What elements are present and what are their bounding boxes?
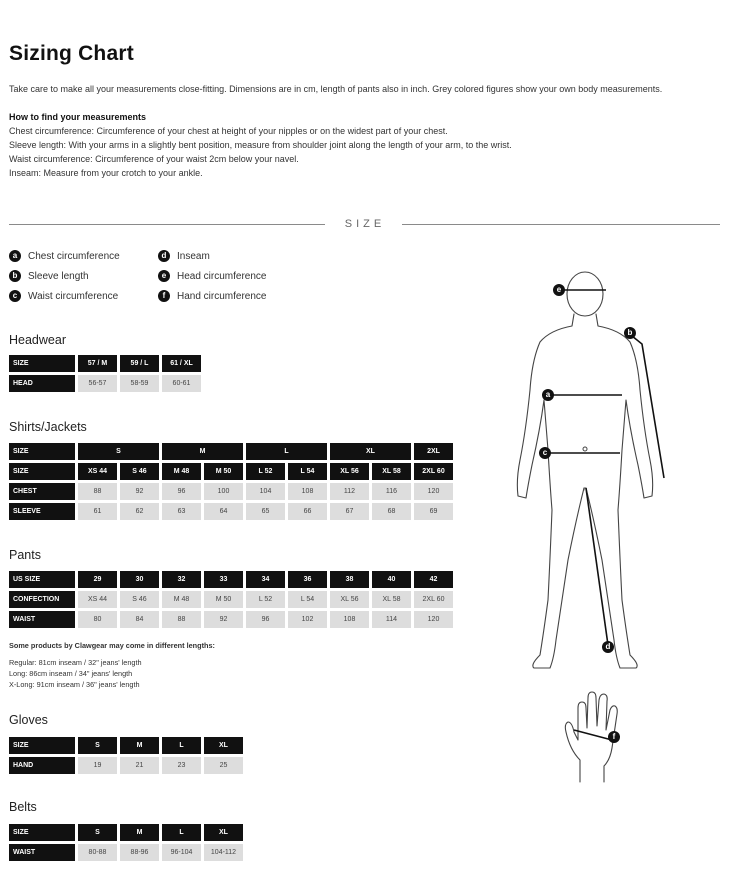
table-cell: 19: [78, 757, 117, 774]
badge-f-icon: f: [158, 290, 170, 302]
table-cell: 102: [288, 611, 327, 628]
divider-right: [402, 224, 720, 225]
table-cell: L 54: [288, 463, 327, 480]
legend-item: [158, 290, 266, 302]
pants-table: [6, 568, 456, 631]
howto-line: Sleeve length: With your arms in a slightly bent position, measure from shoulder joint along the length of your arm, to the wrist.: [9, 140, 512, 150]
belts-title: Belts: [9, 800, 37, 814]
headwear-table: [6, 352, 204, 395]
row-header: SIZE: [9, 824, 75, 841]
row-header: SIZE: [9, 355, 75, 372]
legend-item: [158, 270, 266, 282]
legend-item: [9, 250, 120, 262]
table-cell: 21: [120, 757, 159, 774]
table-cell: XS 44: [78, 463, 117, 480]
table-cell: M 48: [162, 591, 201, 608]
table-row: [9, 737, 243, 754]
row-header: HAND: [9, 757, 75, 774]
table-cell: L 54: [288, 591, 327, 608]
gloves-title: Gloves: [9, 713, 48, 727]
table-cell: 61: [78, 503, 117, 520]
table-cell: 32: [162, 571, 201, 588]
table-row: [9, 757, 243, 774]
table-cell: 108: [288, 483, 327, 500]
table-row: [9, 463, 453, 480]
table-row: [9, 571, 453, 588]
table-cell: 120: [414, 611, 453, 628]
table-cell: 104-112: [204, 844, 243, 861]
table-cell: 96: [162, 483, 201, 500]
badge-a-icon: a: [9, 250, 21, 262]
table-cell: 66: [288, 503, 327, 520]
table-cell: 23: [162, 757, 201, 774]
badge-b-icon: b: [9, 270, 21, 282]
table-row: [9, 443, 453, 460]
table-cell: 56-57: [78, 375, 117, 392]
table-cell: 80-88: [78, 844, 117, 861]
table-row: [9, 844, 243, 861]
table-cell: S 46: [120, 591, 159, 608]
table-cell: 33: [204, 571, 243, 588]
table-cell: L: [162, 824, 201, 841]
belts-table: [6, 821, 246, 864]
table-cell: XL: [204, 824, 243, 841]
howto-line: Inseam: Measure from your crotch to your ankle.: [9, 168, 203, 178]
table-cell: 62: [120, 503, 159, 520]
legend-item: [9, 290, 118, 302]
table-cell: M 50: [204, 591, 243, 608]
table-cell: 88-96: [120, 844, 159, 861]
table-cell: 92: [204, 611, 243, 628]
table-cell: 112: [330, 483, 369, 500]
table-cell: 68: [372, 503, 411, 520]
table-cell: 67: [330, 503, 369, 520]
table-cell: 65: [246, 503, 285, 520]
table-cell: 100: [204, 483, 243, 500]
table-cell: 96: [246, 611, 285, 628]
marker-d-icon: d: [602, 641, 614, 653]
badge-c-icon: c: [9, 290, 21, 302]
row-header: HEAD: [9, 375, 75, 392]
table-row: [9, 483, 453, 500]
legend-label: Hand circumference: [177, 290, 267, 302]
row-header: CHEST: [9, 483, 75, 500]
legend-label: Waist circumference: [28, 290, 119, 302]
table-row: [9, 824, 243, 841]
table-cell: M 50: [204, 463, 243, 480]
table-cell: 42: [414, 571, 453, 588]
table-cell: XL 58: [372, 463, 411, 480]
marker-f-icon: f: [608, 731, 620, 743]
hand-measure-line: [574, 730, 612, 740]
table-cell: M 48: [162, 463, 201, 480]
howto-heading: How to find your measurements: [9, 112, 147, 122]
table-cell: L 52: [246, 463, 285, 480]
lengths-note: X-Long: 91cm inseam / 36" jeans' length: [9, 680, 140, 689]
table-row: [9, 355, 201, 372]
intro-text: Take care to make all your measurements close-fitting. Dimensions are in cm, length of pants also in inch. Grey colored figures show your own body measurements.: [9, 84, 663, 94]
table-cell: XL 56: [330, 463, 369, 480]
marker-a-icon: a: [542, 389, 554, 401]
howto-line: Waist circumference: Circumference of your waist 2cm below your navel.: [9, 154, 299, 164]
table-cell: M: [120, 737, 159, 754]
howto-line: Chest circumference: Circumference of your chest at height of your nipples or on the widest part of your chest.: [9, 126, 448, 136]
table-cell: L: [162, 737, 201, 754]
row-header: SIZE: [9, 737, 75, 754]
row-header: WAIST: [9, 844, 75, 861]
row-header: US SIZE: [9, 571, 75, 588]
table-cell: 114: [372, 611, 411, 628]
lengths-note-heading: Some products by Clawgear may come in different lengths:: [9, 641, 215, 650]
row-header: SIZE: [9, 443, 75, 460]
table-cell: S: [78, 824, 117, 841]
marker-e-icon: e: [553, 284, 565, 296]
table-cell: S 46: [120, 463, 159, 480]
size-heading: SIZE: [344, 218, 386, 230]
table-cell: XS 44: [78, 591, 117, 608]
shirts-table: [6, 440, 456, 523]
legend-label: Head circumference: [177, 270, 267, 282]
measure-lines: [547, 290, 664, 645]
table-cell: 88: [78, 483, 117, 500]
table-cell: 84: [120, 611, 159, 628]
legend-item: [158, 250, 210, 262]
table-cell: 2XL 60: [414, 591, 453, 608]
table-cell: 92: [120, 483, 159, 500]
badge-e-icon: e: [158, 270, 170, 282]
table-cell: 34: [246, 571, 285, 588]
row-header: WAIST: [9, 611, 75, 628]
table-cell: 61 / XL: [162, 355, 201, 372]
marker-c-icon: c: [539, 447, 551, 459]
size-group: L: [246, 443, 327, 460]
table-cell: 88: [162, 611, 201, 628]
table-cell: 116: [372, 483, 411, 500]
table-cell: 38: [330, 571, 369, 588]
table-cell: 96-104: [162, 844, 201, 861]
table-row: [9, 375, 201, 392]
table-cell: 36: [288, 571, 327, 588]
row-header: SIZE: [9, 463, 75, 480]
table-cell: 29: [78, 571, 117, 588]
size-group: M: [162, 443, 243, 460]
legend-label: Chest circumference: [28, 250, 120, 262]
size-group: XL: [330, 443, 411, 460]
table-cell: 30: [120, 571, 159, 588]
marker-b-icon: b: [624, 327, 636, 339]
table-cell: 59 / L: [120, 355, 159, 372]
table-cell: 2XL 60: [414, 463, 453, 480]
table-row: [9, 591, 453, 608]
divider-left: [9, 224, 325, 225]
table-cell: 108: [330, 611, 369, 628]
table-cell: XL 56: [330, 591, 369, 608]
size-group: 2XL: [414, 443, 453, 460]
table-cell: 104: [246, 483, 285, 500]
table-cell: M: [120, 824, 159, 841]
table-cell: 57 / M: [78, 355, 117, 372]
headwear-title: Headwear: [9, 333, 66, 347]
table-cell: XL 58: [372, 591, 411, 608]
row-header: SLEEVE: [9, 503, 75, 520]
table-cell: 58-59: [120, 375, 159, 392]
legend-label: Sleeve length: [28, 270, 89, 282]
legend-label: Inseam: [177, 250, 210, 262]
table-cell: 25: [204, 757, 243, 774]
legend-item: [9, 270, 89, 282]
row-header: CONFECTION: [9, 591, 75, 608]
lengths-note: Regular: 81cm inseam / 32" jeans' length: [9, 658, 142, 667]
size-group: S: [78, 443, 159, 460]
table-cell: 80: [78, 611, 117, 628]
lengths-note: Long: 86cm inseam / 34" jeans' length: [9, 669, 133, 678]
shirts-title: Shirts/Jackets: [9, 420, 87, 434]
table-row: [9, 503, 453, 520]
page-title: Sizing Chart: [9, 42, 134, 65]
table-cell: 63: [162, 503, 201, 520]
table-cell: XL: [204, 737, 243, 754]
gloves-table: [6, 734, 246, 777]
navel-mark: [583, 447, 587, 451]
table-cell: S: [78, 737, 117, 754]
body-figure: [500, 260, 700, 680]
table-cell: 60-61: [162, 375, 201, 392]
pants-title: Pants: [9, 548, 41, 562]
badge-d-icon: d: [158, 250, 170, 262]
table-row: [9, 611, 453, 628]
table-cell: 64: [204, 503, 243, 520]
table-cell: L 52: [246, 591, 285, 608]
table-cell: 69: [414, 503, 453, 520]
table-cell: 40: [372, 571, 411, 588]
table-cell: 120: [414, 483, 453, 500]
